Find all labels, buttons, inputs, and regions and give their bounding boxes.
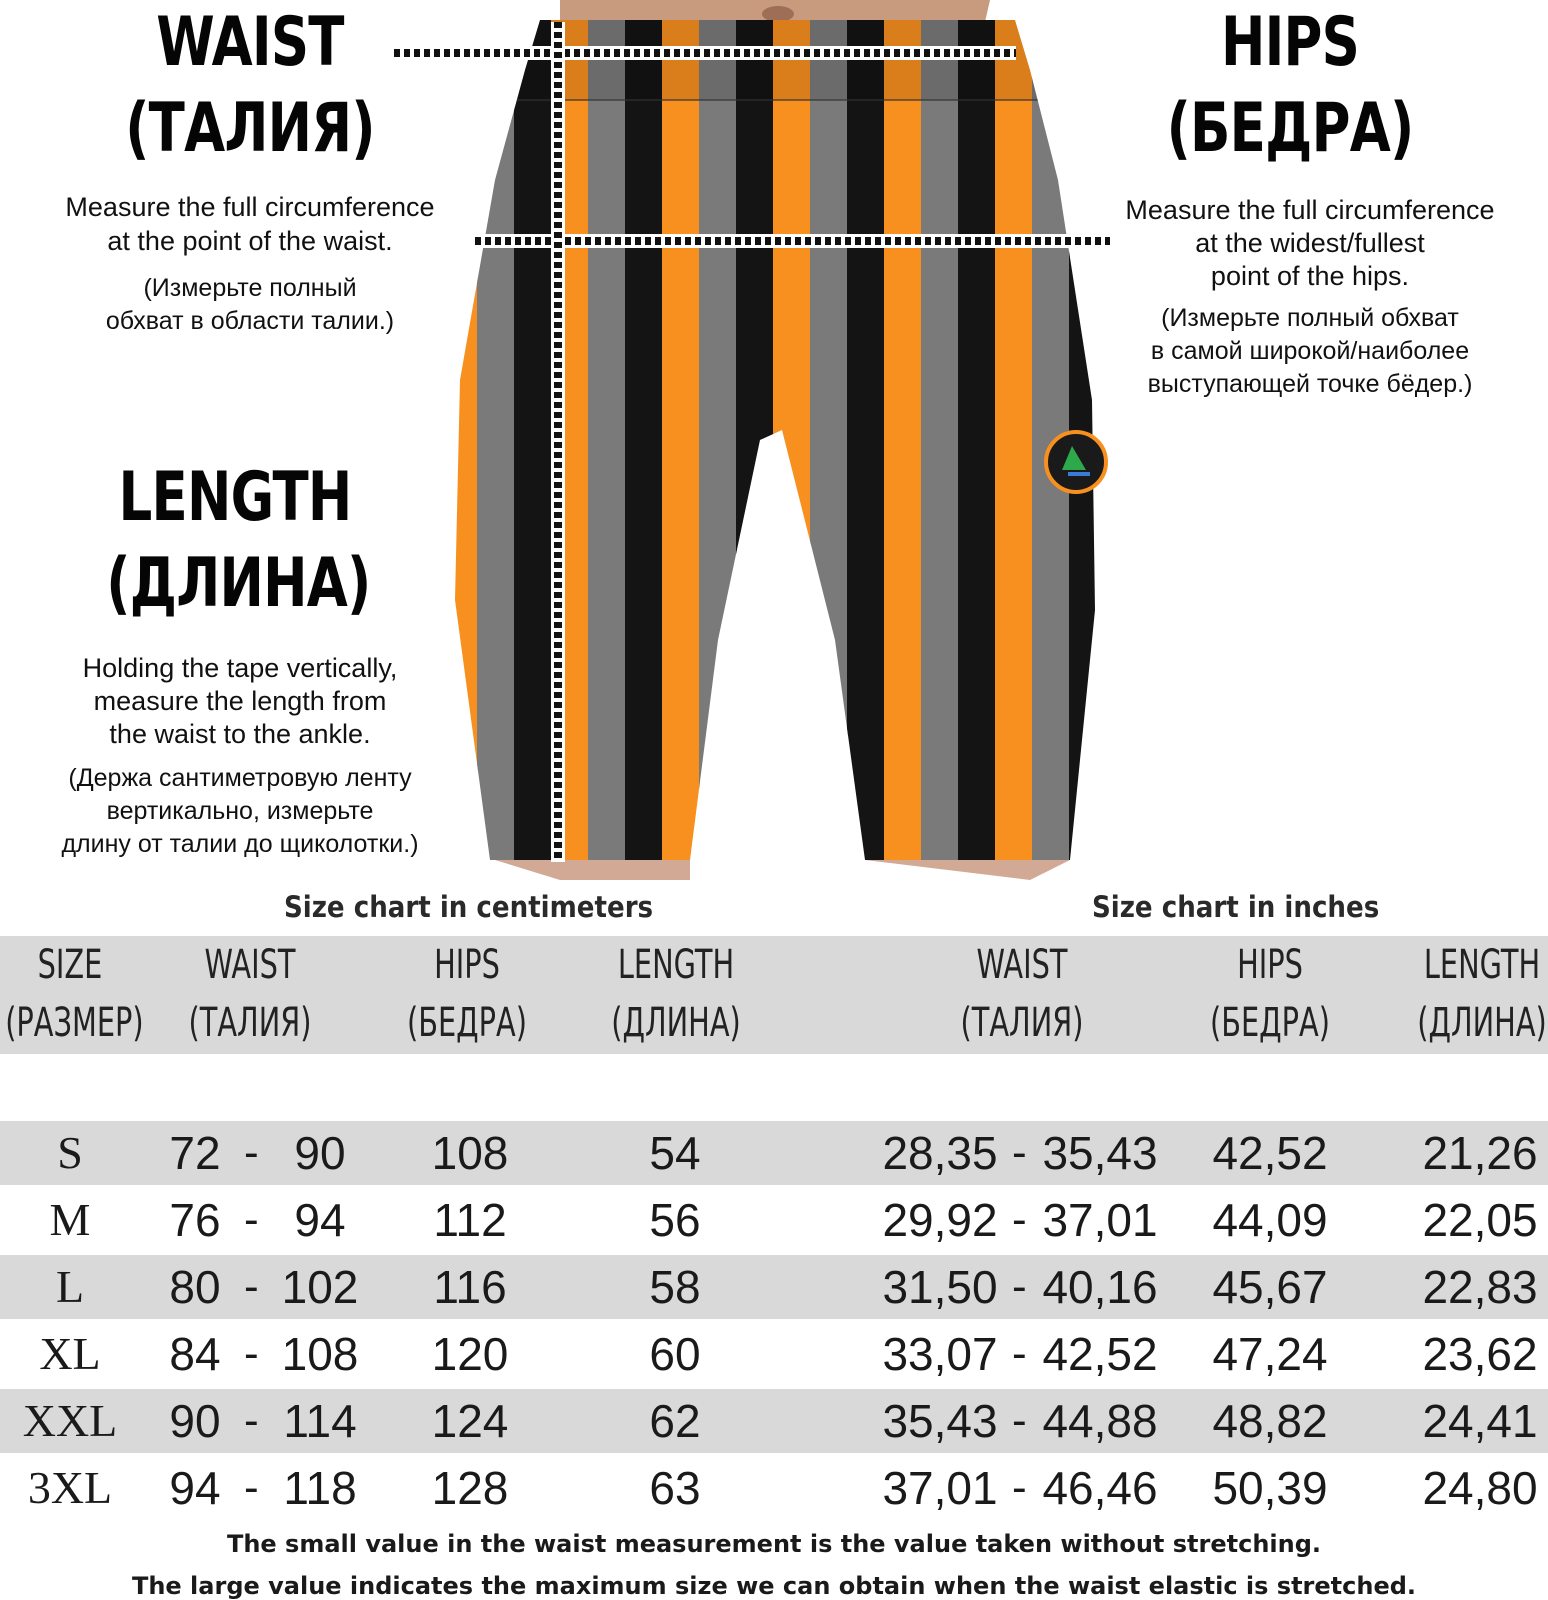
cell-size: L: [55, 1261, 85, 1312]
header-waist-label: WAIST: [976, 942, 1068, 988]
cm-waist-range-separator: -: [244, 1128, 259, 1177]
waist-heading: [125, 0, 375, 172]
length-desc-line: the waist to the ankle.: [109, 719, 371, 749]
cell-cm-length: 62: [649, 1395, 701, 1447]
cell-in-waist-max: 40,16: [1042, 1261, 1158, 1313]
hips-desc-ru-line: (Измерьте полный обхват: [1161, 304, 1459, 332]
header-cm-waist: [185, 936, 315, 1052]
in-waist-range-separator: -: [1012, 1329, 1027, 1378]
stripe: [921, 0, 959, 880]
cell-size: XL: [39, 1328, 101, 1379]
cell-cm-waist-min: 76: [169, 1194, 221, 1246]
length-desc-ru-line: длину от талии до щиколотки.): [61, 830, 419, 858]
cell-cm-length: 60: [649, 1328, 701, 1380]
waist-description-ru: [20, 272, 480, 338]
cell-cm-waist-min: 90: [169, 1395, 221, 1447]
header-waist-label-ru: (ТАЛИЯ): [960, 1000, 1084, 1046]
stripe: [588, 0, 626, 880]
stripe: [884, 0, 922, 880]
cell-cm-waist-max: 90: [294, 1127, 346, 1179]
cell-in-waist-min: 29,92: [882, 1194, 998, 1246]
cell-cm-length: 56: [649, 1194, 701, 1246]
inch-chart-title: Size chart in inches: [1092, 890, 1380, 924]
cell-in-hips: 48,82: [1212, 1395, 1328, 1447]
header-cm-length: [611, 936, 741, 1052]
length-description: [20, 652, 460, 751]
hips-desc-line: point of the hips.: [1210, 261, 1410, 291]
hips-description-ru: [1085, 302, 1535, 401]
cell-cm-waist-min: 94: [169, 1462, 221, 1514]
cell-in-hips: 50,39: [1212, 1462, 1328, 1514]
cell-in-waist-min: 37,01: [882, 1462, 998, 1514]
length-title: LENGTH: [118, 458, 352, 537]
hips-heading: [1165, 0, 1415, 172]
cell-in-waist-min: 33,07: [882, 1328, 998, 1380]
header-in-waist: [957, 936, 1087, 1052]
length-desc-line: Holding the tape vertically,: [82, 653, 398, 683]
cm-waist-range-separator: -: [244, 1463, 259, 1512]
cell-in-waist-min: 31,50: [882, 1261, 998, 1313]
cell-cm-hips: 124: [431, 1395, 509, 1447]
stripe: [736, 0, 774, 880]
hips-desc-line: Measure the full circumference: [1125, 195, 1495, 225]
stripe: [773, 0, 811, 880]
cm-waist-range-separator: -: [244, 1262, 259, 1311]
header-hips-label-ru: (БЕДРА): [1209, 1000, 1330, 1046]
cell-in-hips: 45,67: [1212, 1261, 1328, 1313]
stripe: [847, 0, 885, 880]
header-length-label-ru: (ДЛИНА): [1417, 1000, 1547, 1046]
stripe: [810, 0, 848, 880]
stripe: [699, 0, 737, 880]
stripe: [662, 0, 700, 880]
hips-desc-line: at the widest/fullest: [1195, 228, 1425, 258]
cell-in-waist-max: 37,01: [1042, 1194, 1158, 1246]
cell-in-hips: 42,52: [1212, 1127, 1328, 1179]
in-waist-range-separator: -: [1012, 1463, 1027, 1512]
cell-cm-hips: 112: [433, 1194, 507, 1246]
stripe: [1106, 0, 1144, 880]
cell-cm-waist-min: 72: [169, 1127, 221, 1179]
cell-cm-length: 58: [649, 1261, 701, 1313]
length-desc-ru-line: (Держа сантиметровую ленту: [68, 764, 412, 792]
cell-cm-waist-max: 114: [283, 1395, 357, 1447]
cell-cm-length: 63: [649, 1462, 701, 1514]
header-size: [5, 936, 144, 1052]
hips-desc-ru-line: выступающей точке бёдер.): [1147, 370, 1473, 398]
stripe: [995, 0, 1033, 880]
cell-cm-waist-max: 108: [281, 1328, 359, 1380]
cell-in-length: 22,83: [1422, 1261, 1538, 1313]
cell-cm-waist-min: 84: [169, 1328, 221, 1380]
cell-cm-waist-max: 102: [281, 1261, 359, 1313]
in-waist-range-separator: -: [1012, 1128, 1027, 1177]
header-hips-label: HIPS: [434, 942, 500, 988]
header-hips-label: HIPS: [1237, 942, 1303, 988]
cell-in-length: 21,26: [1422, 1127, 1538, 1179]
cell-in-waist-max: 46,46: [1042, 1462, 1158, 1514]
stripe: [958, 0, 996, 880]
hips-title: HIPS: [1220, 3, 1360, 82]
waist-title-ru: (ТАЛИЯ): [125, 89, 375, 168]
in-waist-range-separator: -: [1012, 1396, 1027, 1445]
stripe: [625, 0, 663, 880]
cell-size: S: [57, 1127, 83, 1178]
cm-waist-range-separator: -: [244, 1396, 259, 1445]
cell-in-waist-max: 44,88: [1042, 1395, 1158, 1447]
header-size-label-ru: (РАЗМЕР): [5, 1000, 144, 1046]
header-length-label: LENGTH: [617, 942, 735, 988]
cell-in-waist-min: 28,35: [882, 1127, 998, 1179]
cell-in-hips: 44,09: [1212, 1194, 1328, 1246]
cell-cm-waist-max: 118: [283, 1462, 357, 1514]
in-waist-range-separator: -: [1012, 1195, 1027, 1244]
hips-title-ru: (БЕДРА): [1166, 89, 1414, 168]
cell-size: M: [49, 1194, 91, 1245]
cm-waist-range-separator: -: [244, 1329, 259, 1378]
cell-cm-hips: 128: [431, 1462, 509, 1514]
cell-size: 3XL: [27, 1462, 113, 1513]
header-in-hips: [1205, 936, 1335, 1052]
waist-title: WAIST: [156, 3, 344, 82]
header-hips-label-ru: (БЕДРА): [406, 1000, 527, 1046]
waist-desc-ru-line: обхват в области талии.): [105, 307, 395, 335]
header-size-label: SIZE: [37, 942, 103, 988]
length-description-ru: [20, 762, 460, 861]
cell-size: XXL: [22, 1395, 118, 1446]
hips-description: [1085, 194, 1535, 293]
length-desc-line: measure the length from: [93, 686, 387, 716]
cell-cm-waist-max: 94: [294, 1194, 346, 1246]
header-length-label-ru: (ДЛИНА): [611, 1000, 741, 1046]
cell-in-length: 23,62: [1422, 1328, 1538, 1380]
header-length-label: LENGTH: [1423, 942, 1541, 988]
waist-desc-ru-line: (Измерьте полный: [143, 274, 357, 302]
cell-in-length: 24,80: [1422, 1462, 1538, 1514]
waist-description: [20, 190, 480, 258]
waist-desc-line: at the point of the waist.: [107, 226, 393, 256]
cell-in-waist-max: 42,52: [1042, 1328, 1158, 1380]
length-title-ru: (ДЛИНА): [106, 544, 371, 623]
length-heading: [106, 455, 371, 627]
cell-in-length: 22,05: [1422, 1194, 1538, 1246]
cell-in-waist-min: 35,43: [882, 1395, 998, 1447]
header-waist-label-ru: (ТАЛИЯ): [188, 1000, 312, 1046]
in-waist-range-separator: -: [1012, 1262, 1027, 1311]
cm-waist-range-separator: -: [244, 1195, 259, 1244]
header-in-length: [1417, 936, 1547, 1052]
header-cm-hips: [402, 936, 532, 1052]
header-waist-label: WAIST: [204, 942, 296, 988]
cell-cm-hips: 116: [433, 1261, 507, 1313]
cell-cm-waist-min: 80: [169, 1261, 221, 1313]
cell-in-hips: 47,24: [1212, 1328, 1328, 1380]
cell-cm-length: 54: [649, 1127, 701, 1179]
hips-desc-ru-line: в самой широкой/наиболее: [1150, 337, 1470, 365]
cell-in-length: 24,41: [1422, 1395, 1538, 1447]
waist-desc-line: Measure the full circumference: [65, 192, 435, 222]
cell-cm-hips: 120: [431, 1328, 509, 1380]
cell-in-waist-max: 35,43: [1042, 1127, 1158, 1179]
cell-cm-hips: 108: [431, 1127, 509, 1179]
stripe: [514, 0, 552, 880]
cm-chart-title: Size chart in centimeters: [284, 890, 654, 924]
waist-note-1: The small value in the waist measurement is the value taken without stretching.: [226, 1530, 1322, 1558]
stripe: [477, 0, 515, 880]
waist-note-2: The large value indicates the maximum size we can obtain when the waist elastic is stretched.: [131, 1572, 1417, 1600]
length-desc-ru-line: вертикально, измерьте: [106, 797, 374, 825]
